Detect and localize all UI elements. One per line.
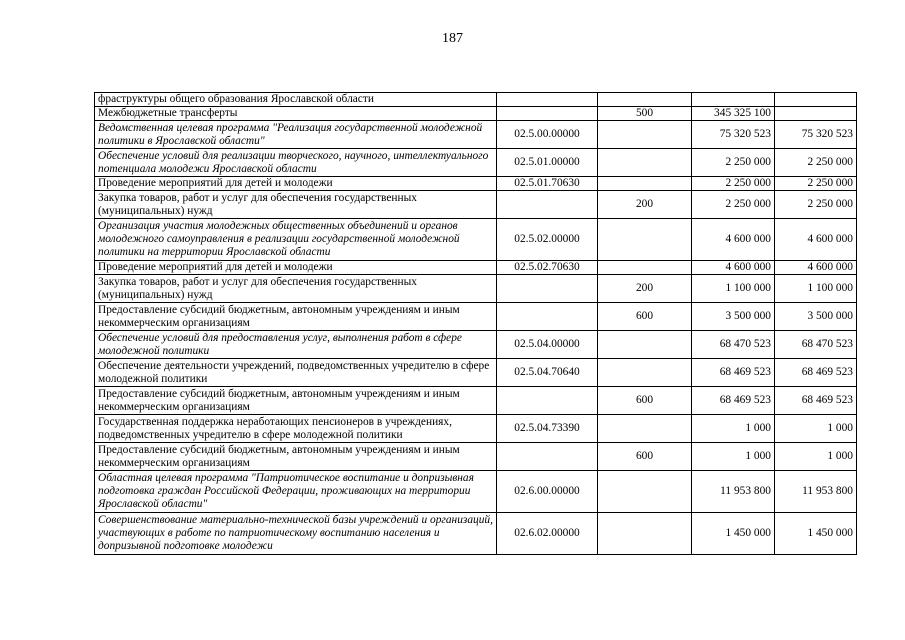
table-row [95,415,857,443]
table-row [95,275,857,303]
row-name-cell: Обеспечение условий для предоставления услуг, выполнения работ в сфере молодежной политики [95,331,497,359]
table-row [95,261,857,275]
row-expense-type-cell [598,359,692,387]
row-expense-type-cell [598,219,692,261]
row-code-cell: 02.5.04.00000 [497,331,598,359]
row-code-cell: 02.5.01.70630 [497,177,598,191]
row-amount-cell [692,93,775,107]
row-code-cell [497,191,598,219]
row-expense-type-cell: 200 [598,275,692,303]
row-expense-type-cell [598,415,692,443]
row-name-cell: Закупка товаров, работ и услуг для обеспечения государственных (муниципальных) нужд [95,191,497,219]
row-amount-cell: 4 600 000 [692,219,775,261]
row-amount-cell: 11 953 800 [692,471,775,513]
row-code-cell: 02.5.00.00000 [497,121,598,149]
row-expense-type-cell [598,471,692,513]
row-amount-cell: 2 250 000 [692,191,775,219]
row-expense-type-cell [598,331,692,359]
row-code-cell [497,107,598,121]
row-code-cell [497,303,598,331]
row-amount-2-cell: 1 000 [775,443,857,471]
table-row [95,219,857,261]
row-amount-2-cell: 3 500 000 [775,303,857,331]
row-amount-cell: 4 600 000 [692,261,775,275]
row-amount-cell: 1 000 [692,443,775,471]
table-row [95,471,857,513]
row-amount-2-cell: 68 470 523 [775,331,857,359]
page-number: 187 [442,31,463,46]
row-amount-cell: 68 469 523 [692,359,775,387]
row-amount-2-cell: 68 469 523 [775,387,857,415]
row-name-cell: Обеспечение условий для реализации творческого, научного, интеллектуального потенциала молодежи Ярославской области [95,149,497,177]
row-name-cell: Закупка товаров, работ и услуг для обеспечения государственных (муниципальных) нужд [95,275,497,303]
row-amount-cell: 1 450 000 [692,513,775,555]
row-name-cell: Предоставление субсидий бюджетным, автономным учреждениям и иным некоммерческим организациям [95,303,497,331]
row-code-cell: 02.5.02.00000 [497,219,598,261]
table-row [95,121,857,149]
row-name-cell: Предоставление субсидий бюджетным, автономным учреждениям и иным некоммерческим организациям [95,443,497,471]
row-amount-cell: 2 250 000 [692,149,775,177]
row-amount-cell: 345 325 100 [692,107,775,121]
table-row [95,513,857,555]
row-amount-cell: 75 320 523 [692,121,775,149]
row-expense-type-cell [598,177,692,191]
row-amount-cell: 68 470 523 [692,331,775,359]
table-body [95,93,857,555]
row-expense-type-cell [598,121,692,149]
row-amount-2-cell: 1 100 000 [775,275,857,303]
row-amount-2-cell: 1 450 000 [775,513,857,555]
table-row [95,149,857,177]
row-code-cell: 02.5.01.00000 [497,149,598,177]
row-code-cell: 02.5.02.70630 [497,261,598,275]
row-amount-2-cell: 2 250 000 [775,149,857,177]
row-amount-2-cell: 4 600 000 [775,261,857,275]
table-row [95,387,857,415]
row-expense-type-cell: 200 [598,191,692,219]
row-name-cell: Ведомственная целевая программа "Реализация государственной молодежной политики в Ярославской области" [95,121,497,149]
row-name-cell: Совершенствование материально-технической базы учреждений и организаций, участвующих в работе по патриотическому воспитанию населения и допризывной подготовке молодежи [95,513,497,555]
budget-table [94,92,857,555]
row-code-cell: 02.5.04.73390 [497,415,598,443]
row-amount-2-cell: 4 600 000 [775,219,857,261]
row-code-cell: 02.6.02.00000 [497,513,598,555]
row-code-cell [497,443,598,471]
row-amount-2-cell [775,107,857,121]
row-name-cell: Обеспечение деятельности учреждений, подведомственных учредителю в сфере молодежной политики [95,359,497,387]
row-code-cell: 02.5.04.70640 [497,359,598,387]
table-row [95,359,857,387]
row-name-cell: Государственная поддержка неработающих пенсионеров в учреждениях, подведомственных учредителю в сфере молодежной политики [95,415,497,443]
row-expense-type-cell: 600 [598,387,692,415]
row-amount-2-cell: 2 250 000 [775,177,857,191]
row-amount-2-cell: 11 953 800 [775,471,857,513]
row-name-cell: Областная целевая программа "Патриотическое воспитание и допризывная подготовка граждан Российской Федерации, проживающих на территории Ярославской области" [95,471,497,513]
row-amount-cell: 2 250 000 [692,177,775,191]
row-expense-type-cell: 600 [598,303,692,331]
table-row [95,303,857,331]
row-name-cell: фраструктуры общего образования Ярославской области [95,93,497,107]
row-amount-2-cell: 75 320 523 [775,121,857,149]
row-expense-type-cell: 500 [598,107,692,121]
row-name-cell: Межбюджетные трансферты [95,107,497,121]
table-row [95,107,857,121]
row-expense-type-cell [598,513,692,555]
table-row [95,331,857,359]
table-row [95,93,857,107]
row-amount-2-cell: 1 000 [775,415,857,443]
row-name-cell: Предоставление субсидий бюджетным, автономным учреждениям и иным некоммерческим организациям [95,387,497,415]
table-row [95,177,857,191]
row-amount-cell: 3 500 000 [692,303,775,331]
row-code-cell [497,275,598,303]
row-expense-type-cell: 600 [598,443,692,471]
table-row [95,443,857,471]
row-name-cell: Проведение мероприятий для детей и молодежи [95,177,497,191]
row-amount-cell: 1 100 000 [692,275,775,303]
row-amount-2-cell [775,93,857,107]
row-amount-cell: 68 469 523 [692,387,775,415]
row-name-cell: Проведение мероприятий для детей и молодежи [95,261,497,275]
row-expense-type-cell [598,261,692,275]
row-amount-2-cell: 2 250 000 [775,191,857,219]
row-amount-2-cell: 68 469 523 [775,359,857,387]
row-code-cell [497,387,598,415]
row-code-cell: 02.6.00.00000 [497,471,598,513]
row-expense-type-cell [598,93,692,107]
table-row [95,191,857,219]
row-expense-type-cell [598,149,692,177]
row-code-cell [497,93,598,107]
row-amount-cell: 1 000 [692,415,775,443]
row-name-cell: Организация участия молодежных общественных объединений и органов молодежного самоуправления в реализации государственной молодежной политики на территории Ярославской области [95,219,497,261]
